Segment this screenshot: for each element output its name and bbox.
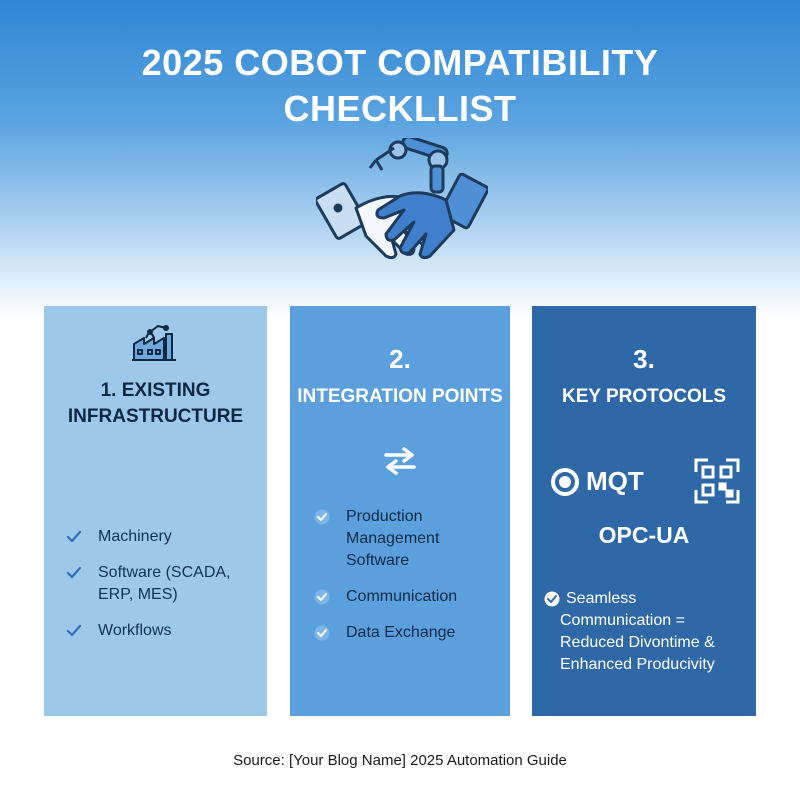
integration-number: 2. <box>389 344 411 374</box>
protocol-benefit <box>544 588 744 676</box>
column-existing-infrastructure <box>44 306 267 716</box>
protocols-heading: KEY PROTOCOLS <box>562 386 726 407</box>
opc-ua-qr-icon <box>694 458 740 504</box>
column-key-protocols <box>532 306 756 716</box>
check-icon <box>314 509 330 525</box>
list-item-label: Communication <box>346 588 458 605</box>
list-item-label: Data Exchange <box>346 624 456 641</box>
list-item-label: Workflows <box>98 622 172 639</box>
integration-list <box>290 506 510 658</box>
list-item <box>290 506 510 572</box>
list-item <box>44 562 267 606</box>
check-icon <box>66 623 82 639</box>
column-integration-points <box>290 306 510 716</box>
check-icon <box>544 591 560 607</box>
list-item-label: Software (SCADA, ERP, MES) <box>98 564 231 603</box>
benefit-line: Reduced Divontime & <box>560 634 715 651</box>
check-icon <box>314 625 330 641</box>
check-icon <box>314 589 330 605</box>
check-icon <box>66 529 82 545</box>
list-item-label: Machinery <box>98 528 172 545</box>
opc-ua-label: OPC-UA <box>598 522 690 548</box>
protocol-logos <box>550 458 740 508</box>
list-item <box>290 622 510 644</box>
benefit-line: Communication = <box>560 612 685 629</box>
mqtt-label: MQT <box>586 466 644 496</box>
integration-heading: INTEGRATION POINTS <box>297 386 503 407</box>
list-item <box>44 526 267 548</box>
benefit-line: Enhanced Producivity <box>560 656 715 673</box>
list-item <box>290 586 510 608</box>
infrastructure-list <box>44 526 267 656</box>
source-credit: Source: [Your Blog Name] 2025 Automation Guide <box>233 752 567 769</box>
robot-arm-handshake-icon <box>316 138 488 270</box>
page-title <box>0 40 800 132</box>
benefit-line: Seamless <box>566 590 637 607</box>
protocols-number: 3. <box>633 344 655 374</box>
mqtt-logo <box>550 466 644 497</box>
factory-robot-icon <box>130 320 178 364</box>
benefit-text <box>544 588 744 676</box>
list-item <box>44 620 267 642</box>
page-title-line2: CHECKLLIST <box>283 88 517 129</box>
mqtt-logo-icon <box>550 467 580 497</box>
page-title-line1: 2025 COBOT COMPATIBILITY <box>141 42 659 83</box>
check-icon <box>66 565 82 581</box>
infrastructure-heading-line1: 1. EXISTING <box>100 380 211 401</box>
infrastructure-heading <box>44 378 267 430</box>
swap-arrows-icon <box>382 446 418 476</box>
infrastructure-heading-line2: INFRASTRUCTURE <box>67 406 244 427</box>
list-item-label: Production Management Software <box>346 508 440 569</box>
